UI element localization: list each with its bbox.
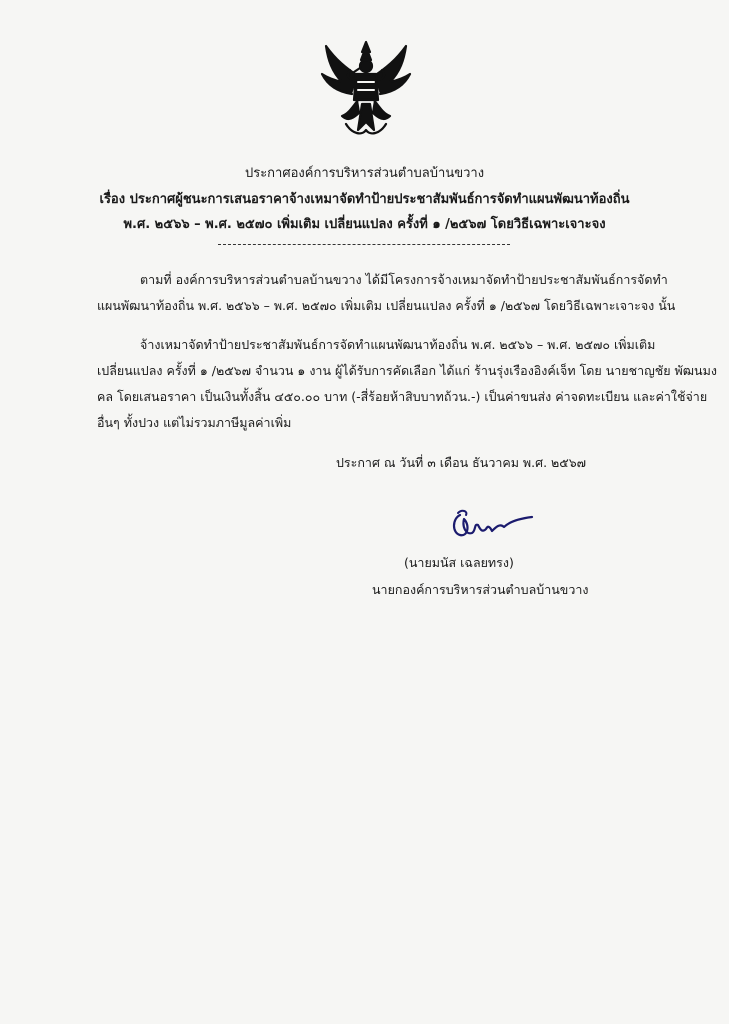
paragraph2-line3: คล โดยเสนอราคา เป็นเงินทั้งสิ้น ๔๕๐.๐๐ บาท (-สี่ร้อยห้าสิบบาทถ้วน.-) เป็นค่าขนส่ง ค่าจดทะเบียน และค่าใช้จ่าย [97, 389, 708, 404]
paragraph2-line2: เปลี่ยนแปลง ครั้งที่ ๑ /๒๕๖๗ จำนวน ๑ งาน ผู้ได้รับการคัดเลือก ได้แก่ ร้านรุ่งเรืองอิงค์เจ็ท โดย นายชาญชัย พัฒนมง [97, 363, 717, 378]
paragraph1-line2: แผนพัฒนาท้องถิ่น พ.ศ. ๒๕๖๖ – พ.ศ. ๒๕๗๐ เพิ่มเติม เปลี่ยนแปลง ครั้งที่ ๑ /๒๕๖๗ โดยวิธีเฉพาะเจาะจง นั้น [97, 298, 676, 313]
paragraph2-line1: จ้างเหมาจัดทำป้ายประชาสัมพันธ์การจัดทำแผนพัฒนาท้องถิ่น พ.ศ. ๒๕๖๖ – พ.ศ. ๒๕๗๐ เพิ่มเติม [140, 337, 656, 352]
signer-name: (นายมนัส เฉลยทรง) [404, 555, 514, 570]
announce-date: ประกาศ ณ วันที่ ๓ เดือน ธันวาคม พ.ศ. ๒๕๖๗ [336, 455, 587, 470]
signer-title: นายกองค์การบริหารส่วนตำบลบ้านขวาง [372, 582, 589, 597]
divider-line [218, 244, 510, 245]
signature-image [446, 505, 536, 541]
announcement-title: ประกาศองค์การบริหารส่วนตำบลบ้านขวาง [244, 166, 485, 181]
paragraph1-line1: ตามที่ องค์การบริหารส่วนตำบลบ้านขวาง ได้มีโครงการจ้างเหมาจัดทำป้ายประชาสัมพันธ์การจัดทำ [140, 272, 668, 287]
garuda-emblem-icon [318, 38, 414, 138]
announcement-subject-line2: พ.ศ. ๒๕๖๖ – พ.ศ. ๒๕๗๐ เพิ่มเติม เปลี่ยนแปลง ครั้งที่ ๑ /๒๕๖๗ โดยวิธีเฉพาะเจาะจง [123, 217, 606, 232]
paragraph2-line4: อื่นๆ ทั้งปวง แต่ไม่รวมภาษีมูลค่าเพิ่ม [97, 415, 292, 430]
announcement-subject: เรื่อง ประกาศผู้ชนะการเสนอราคาจ้างเหมาจัดทำป้ายประชาสัมพันธ์การจัดทำแผนพัฒนาท้องถิ่น [99, 192, 630, 207]
